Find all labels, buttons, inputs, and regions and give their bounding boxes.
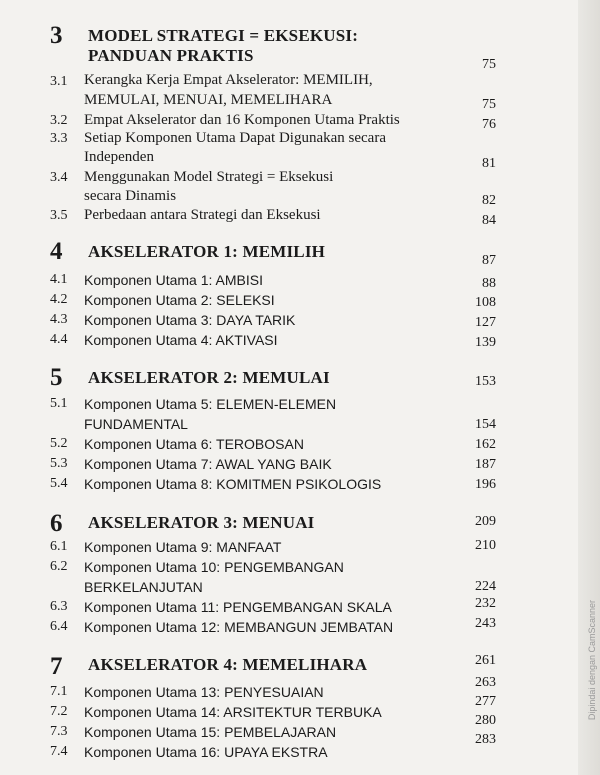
section-title: Komponen Utama 7: AWAL YANG BAIK — [84, 456, 332, 472]
section-title: Komponen Utama 14: ARSITEKTUR TERBUKA — [84, 704, 382, 720]
section-title: FUNDAMENTAL — [84, 416, 188, 432]
section-title: Kerangka Kerja Empat Akselerator: MEMILIH, — [84, 72, 373, 88]
section-page: 187 — [475, 457, 496, 472]
section-page: 127 — [475, 315, 496, 330]
chapter-number: 7 — [50, 653, 63, 680]
section-number: 3.3 — [50, 131, 68, 146]
section-title: Komponen Utama 10: PENGEMBANGAN — [84, 559, 344, 575]
section-page: 162 — [475, 437, 496, 452]
section-title: Komponen Utama 2: SELEKSI — [84, 292, 275, 308]
section-page: 196 — [475, 477, 496, 492]
chapter-title: AKSELERATOR 2: MEMULAI — [88, 368, 330, 387]
section-number: 4.1 — [50, 272, 68, 287]
section-number: 5.1 — [50, 396, 68, 411]
section-title: Komponen Utama 13: PENYESUAIAN — [84, 684, 324, 700]
section-page: 283 — [475, 732, 496, 747]
section-title: MEMULAI, MENUAI, MEMELIHARA — [84, 92, 333, 108]
chapter-title: AKSELERATOR 1: MEMILIH — [88, 242, 326, 261]
section-number: 3.1 — [50, 74, 68, 89]
section-title: Komponen Utama 12: MEMBANGUN JEMBATAN — [84, 619, 394, 635]
section-title: Komponen Utama 8: KOMITMEN PSIKOLOGIS — [84, 476, 382, 492]
section-number: 7.4 — [50, 744, 68, 759]
section-title: Komponen Utama 9: MANFAAT — [84, 539, 282, 555]
section-page: 75 — [482, 97, 496, 112]
section-title: Empat Akselerator dan 16 Komponen Utama Praktis — [84, 112, 400, 128]
section-title: Menggunakan Model Strategi = Eksekusi — [84, 169, 334, 185]
section-number: 4.3 — [50, 312, 68, 327]
section-page: 82 — [482, 193, 496, 208]
chapter-number: 5 — [50, 364, 63, 391]
section-number: 3.4 — [50, 170, 68, 185]
section-page: 280 — [475, 713, 496, 728]
section-page: 277 — [475, 694, 496, 709]
section-title: Komponen Utama 16: UPAYA EKSTRA — [84, 744, 328, 760]
section-title: Komponen Utama 15: PEMBELAJARAN — [84, 724, 337, 740]
section-number: 3.5 — [50, 208, 68, 223]
section-number: 7.2 — [50, 704, 68, 719]
section-number: 4.2 — [50, 292, 68, 307]
section-title: Komponen Utama 1: AMBISI — [84, 272, 263, 288]
section-title: Setiap Komponen Utama Dapat Digunakan secara — [84, 130, 386, 146]
section-page: 210 — [475, 538, 496, 553]
section-number: 4.4 — [50, 332, 68, 347]
section-title: Independen — [84, 149, 154, 165]
chapter-page: 153 — [475, 374, 496, 389]
section-title: Perbedaan antara Strategi dan Eksekusi — [84, 207, 321, 223]
chapter-number: 3 — [50, 22, 63, 49]
section-number: 5.4 — [50, 476, 68, 491]
chapter-title: AKSELERATOR 3: MENUAI — [88, 513, 315, 532]
section-number: 6.1 — [50, 539, 68, 554]
section-number: 3.2 — [50, 113, 68, 128]
section-number: 6.3 — [50, 599, 68, 614]
section-page: 263 — [475, 675, 496, 690]
section-page: 108 — [475, 295, 496, 310]
chapter-title: PANDUAN PRAKTIS — [88, 46, 254, 65]
scanner-watermark: Dipindai dengan CamScanner — [587, 600, 597, 721]
section-page: 81 — [482, 156, 496, 171]
section-page: 84 — [482, 213, 496, 228]
section-page: 243 — [475, 616, 496, 631]
section-number: 6.4 — [50, 619, 68, 634]
section-title: Komponen Utama 11: PENGEMBANGAN SKALA — [84, 599, 392, 615]
section-number: 5.2 — [50, 436, 68, 451]
section-title: Komponen Utama 5: ELEMEN-ELEMEN — [84, 396, 337, 412]
section-page: 224 — [475, 579, 496, 594]
chapter-title: MODEL STRATEGI = EKSEKUSI: — [88, 26, 359, 45]
section-number: 6.2 — [50, 559, 68, 574]
chapter-title: AKSELERATOR 4: MEMELIHARA — [88, 655, 368, 674]
chapter-page: 75 — [482, 57, 496, 72]
section-page: 232 — [475, 596, 496, 611]
section-page: 76 — [482, 117, 496, 132]
section-title: secara Dinamis — [84, 188, 177, 204]
chapter-number: 6 — [50, 510, 63, 537]
section-number: 7.1 — [50, 684, 68, 699]
chapter-page: 209 — [475, 514, 496, 529]
section-number: 7.3 — [50, 724, 68, 739]
section-title: BERKELANJUTAN — [84, 579, 203, 595]
section-page: 139 — [475, 335, 496, 350]
chapter-page: 261 — [475, 653, 496, 668]
section-title: Komponen Utama 3: DAYA TARIK — [84, 312, 296, 328]
section-page: 154 — [475, 417, 496, 432]
section-number: 5.3 — [50, 456, 68, 471]
section-title: Komponen Utama 6: TEROBOSAN — [84, 436, 304, 452]
section-page: 88 — [482, 276, 496, 291]
chapter-page: 87 — [482, 253, 496, 268]
section-title: Komponen Utama 4: AKTIVASI — [84, 332, 278, 348]
chapter-number: 4 — [50, 238, 63, 265]
